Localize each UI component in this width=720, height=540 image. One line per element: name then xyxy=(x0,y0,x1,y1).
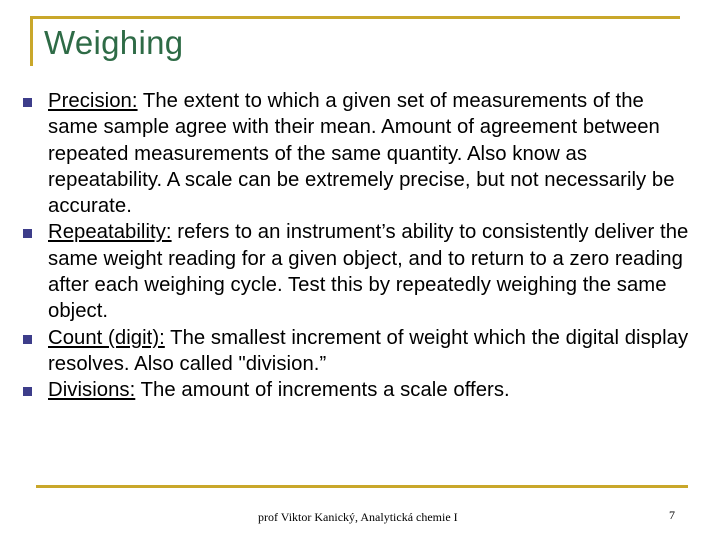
term-divisions: Divisions: xyxy=(48,379,136,402)
title-frame-vertical-rule xyxy=(30,16,33,66)
page-number: 7 xyxy=(669,508,675,522)
square-bullet-icon xyxy=(23,229,32,238)
bullet-item-divisions xyxy=(22,377,692,403)
bullet-list xyxy=(22,88,692,404)
square-bullet-icon xyxy=(23,387,32,396)
definition-divisions: The amount of increments a scale offers. xyxy=(135,379,510,402)
definition-precision: The extent to which a given set of measurements of the same sample agree with their mean. Amount of agreement between repeated measurements of the same quantity. Also know as repeatability. A scale can be extremely precise, but not necessarily be accurate. xyxy=(48,90,675,218)
bullet-item-count xyxy=(22,325,692,378)
footer-author: prof Viktor Kanický, Analytická chemie I xyxy=(258,510,458,524)
footer-rule xyxy=(36,485,688,488)
title-frame-horizontal-rule xyxy=(30,16,680,19)
bullet-item-repeatability xyxy=(22,219,692,324)
square-bullet-icon xyxy=(23,335,32,344)
term-count: Count (digit): xyxy=(48,326,165,349)
slide-title: Weighing xyxy=(44,24,184,61)
definition-count: The smallest increment of weight which the digital display resolves. Also called "division.” xyxy=(48,326,689,375)
term-precision: Precision: xyxy=(48,90,138,112)
definition-repeatability: refers to an instrument’s ability to consistently deliver the same weight reading for a given object, and to return to a zero reading after each weighing cycle. Test this by repeatedly weighing the same object. xyxy=(48,221,689,323)
square-bullet-icon xyxy=(23,98,32,107)
term-repeatability: Repeatability: xyxy=(48,221,172,244)
bullet-item-precision xyxy=(22,88,692,219)
